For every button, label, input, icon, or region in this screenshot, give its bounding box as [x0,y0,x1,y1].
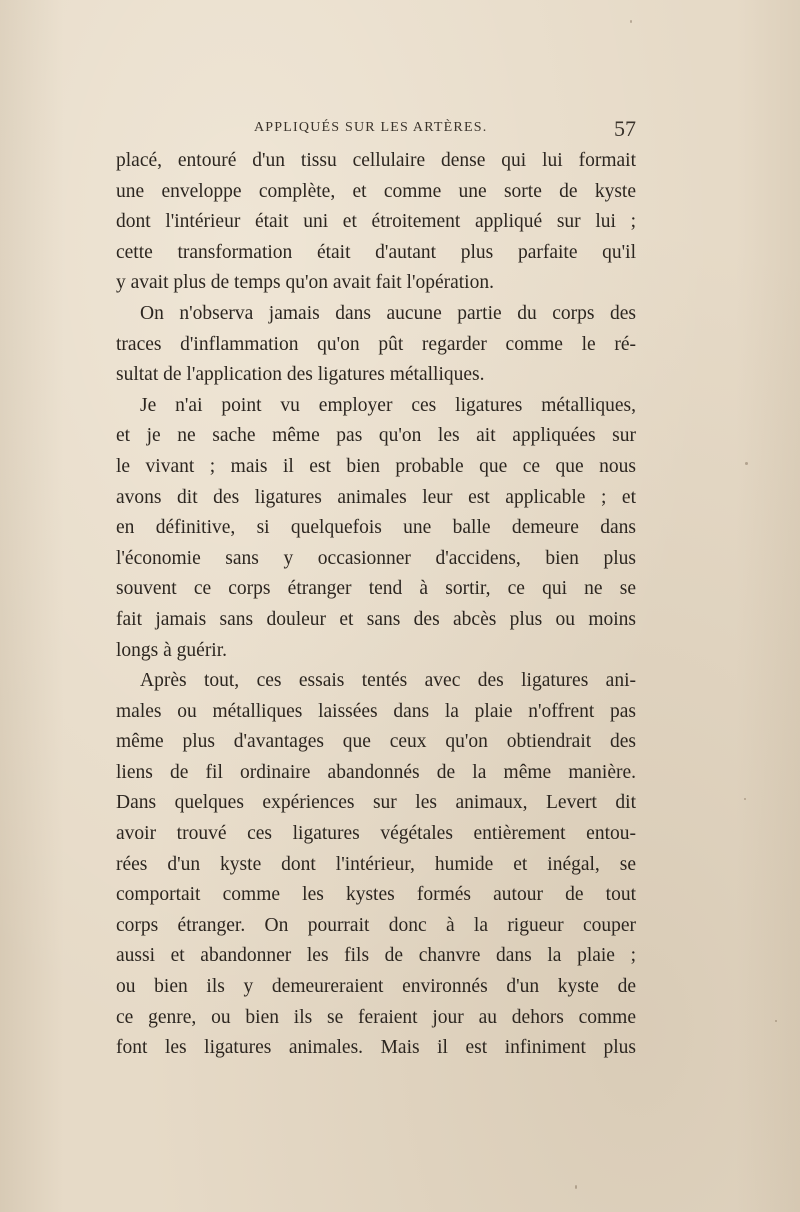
text-line: avons dit des ligatures animales leur est applicable ; et [116,486,636,508]
text-line: sultat de l'application des ligatures métalliques. [116,364,485,386]
page-header [116,116,636,146]
text-line: dont l'intérieur était uni et étroitement appliqué sur lui ; [116,211,636,233]
text-line: font les ligatures animales. Mais il est infiniment plus [116,1037,636,1059]
running-head: APPLIQUÉS SUR LES ARTÈRES. [254,120,488,135]
paper-speck [775,1020,777,1022]
text-line: placé, entouré d'un tissu cellulaire dense qui lui formait [116,150,636,171]
text-line: longs à guérir. [116,639,228,661]
text-line: Dans quelques expériences sur les animaux, Levert dit [116,792,636,814]
text-line: males ou métalliques laissées dans la plaie n'offrent pas [116,700,636,722]
text-line: comportait comme les kystes formés autour de tout [116,884,636,906]
text-line: y avait plus de temps qu'on avait fait l'opération. [116,272,494,294]
text-line: On n'observa jamais dans aucune partie du corps des [140,302,636,324]
text-line: même plus d'avantages que ceux qu'on obtiendrait des [116,731,636,753]
text-line: corps étranger. On pourrait donc à la rigueur couper [116,914,636,936]
text-line: cette transformation était d'autant plus parfaite qu'il [116,241,636,263]
text-line: fait jamais sans douleur et sans des abcès plus ou moins [116,608,636,630]
text-line: et je ne sache même pas qu'on les ait appliquées sur [116,425,636,447]
paper-speck [630,20,632,23]
text-line: avoir trouvé ces ligatures végétales entièrement entou- [116,823,636,845]
text-line: aussi et abandonner les fils de chanvre dans la plaie ; [116,945,636,967]
text-line: traces d'inflammation qu'on pût regarder comme le ré- [116,333,636,355]
paper-speck [744,798,746,800]
text-line: en définitive, si quelquefois une balle demeure dans [116,517,636,539]
text-line: liens de fil ordinaire abandonnés de la même manière. [116,761,636,783]
text-line: Je n'ai point vu employer ces ligatures métalliques, [140,394,636,416]
paper-speck [745,462,748,465]
text-line: ou bien ils y demeureraient environnés d'un kyste de [116,976,636,998]
paper-speck [575,1185,577,1189]
text-line: rées d'un kyste dont l'intérieur, humide et inégal, se [116,853,636,875]
body-text [116,146,636,1064]
text-line: ce genre, ou bien ils se feraient jour au dehors comme [116,1006,636,1028]
page-number: 57 [614,116,636,141]
text-line: le vivant ; mais il est bien probable que ce que nous [116,455,636,477]
text-line: l'économie sans y occasionner d'accidens, bien plus [116,547,636,569]
text-line: Après tout, ces essais tentés avec des ligatures ani- [140,670,636,692]
text-line: une enveloppe complète, et comme une sorte de kyste [116,180,636,202]
text-line: souvent ce corps étranger tend à sortir, ce qui ne se [116,578,636,600]
